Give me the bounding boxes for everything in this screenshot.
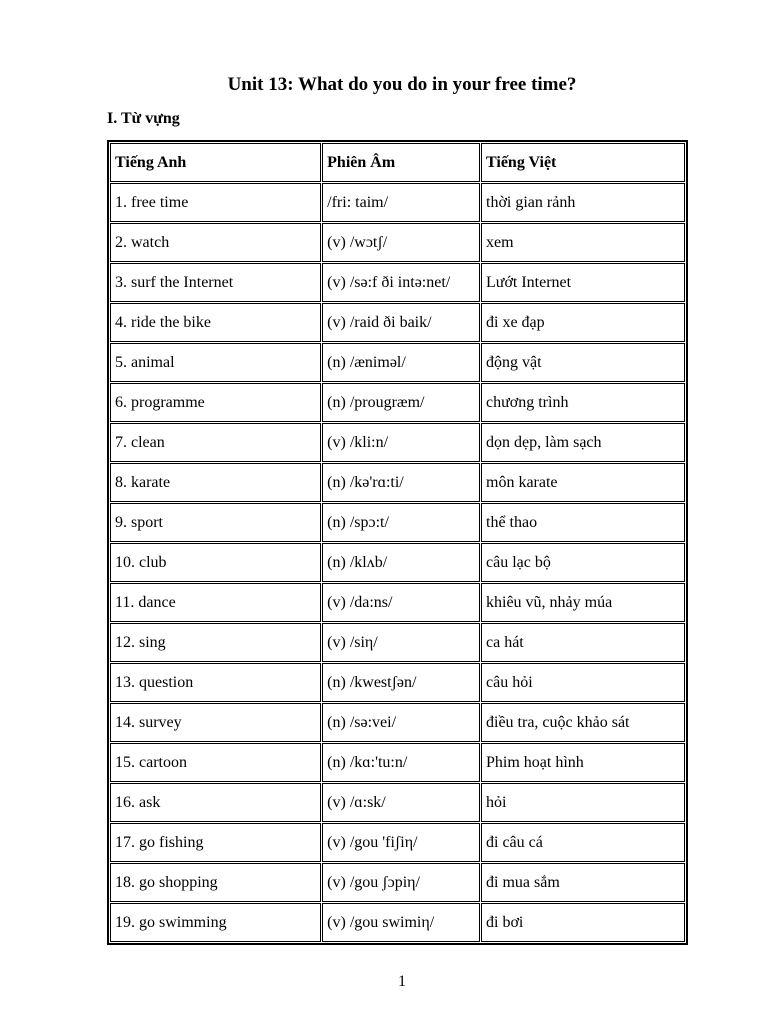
vocabulary-table xyxy=(107,140,688,945)
cell-vietnamese: thời gian rảnh xyxy=(481,183,685,222)
table-row xyxy=(110,823,685,862)
table-row xyxy=(110,743,685,782)
cell-phonetic: (v) /ɑ:sk/ xyxy=(322,783,480,822)
cell-vietnamese: chương trình xyxy=(481,383,685,422)
cell-phonetic: (v) /gou ʃɔpiη/ xyxy=(322,863,480,902)
cell-vietnamese: động vật xyxy=(481,343,685,382)
cell-vietnamese: môn karate xyxy=(481,463,685,502)
table-row xyxy=(110,623,685,662)
cell-english: 18. go shopping xyxy=(110,863,321,902)
cell-english: 15. cartoon xyxy=(110,743,321,782)
cell-vietnamese: câu hỏi xyxy=(481,663,685,702)
cell-english: 16. ask xyxy=(110,783,321,822)
cell-vietnamese: thể thao xyxy=(481,503,685,542)
cell-english: 1. free time xyxy=(110,183,321,222)
cell-english: 12. sing xyxy=(110,623,321,662)
header-english: Tiếng Anh xyxy=(110,143,321,182)
cell-vietnamese: ca hát xyxy=(481,623,685,662)
cell-phonetic: (n) /kwestʃən/ xyxy=(322,663,480,702)
table-row xyxy=(110,463,685,502)
table-row xyxy=(110,503,685,542)
cell-phonetic: (n) /kə'rɑ:ti/ xyxy=(322,463,480,502)
table-row xyxy=(110,383,685,422)
header-phonetic: Phiên Âm xyxy=(322,143,480,182)
cell-english: 8. karate xyxy=(110,463,321,502)
table-row xyxy=(110,663,685,702)
cell-phonetic: (n) /spɔ:t/ xyxy=(322,503,480,542)
cell-vietnamese: dọn dẹp, làm sạch xyxy=(481,423,685,462)
cell-phonetic: (v) /raid ði baik/ xyxy=(322,303,480,342)
cell-phonetic: (v) /da:ns/ xyxy=(322,583,480,622)
cell-english: 4. ride the bike xyxy=(110,303,321,342)
table-row xyxy=(110,423,685,462)
table-row xyxy=(110,223,685,262)
cell-english: 2. watch xyxy=(110,223,321,262)
section-heading-vocabulary: I. Từ vựng xyxy=(107,110,180,127)
cell-english: 13. question xyxy=(110,663,321,702)
table-row xyxy=(110,863,685,902)
cell-phonetic: (v) /kli:n/ xyxy=(322,423,480,462)
cell-phonetic: (n) /ænimәl/ xyxy=(322,343,480,382)
cell-phonetic: (v) /siη/ xyxy=(322,623,480,662)
cell-vietnamese: Phim hoạt hình xyxy=(481,743,685,782)
cell-vietnamese: câu lạc bộ xyxy=(481,543,685,582)
cell-phonetic: (v) /wɔtʃ/ xyxy=(322,223,480,262)
cell-english: 5. animal xyxy=(110,343,321,382)
table-row xyxy=(110,903,685,942)
cell-english: 17. go fishing xyxy=(110,823,321,862)
cell-english: 14. survey xyxy=(110,703,321,742)
cell-vietnamese: đi câu cá xyxy=(481,823,685,862)
cell-english: 19. go swimming xyxy=(110,903,321,942)
cell-english: 10. club xyxy=(110,543,321,582)
cell-phonetic: (v) /gou swimiη/ xyxy=(322,903,480,942)
cell-vietnamese: điều tra, cuộc khảo sát xyxy=(481,703,685,742)
page-title: Unit 13: What do you do in your free time? xyxy=(227,74,577,95)
cell-vietnamese: hỏi xyxy=(481,783,685,822)
cell-vietnamese: đi bơi xyxy=(481,903,685,942)
cell-vietnamese: đi mua sắm xyxy=(481,863,685,902)
table-row xyxy=(110,263,685,302)
cell-phonetic: (n) /kɑ:'tu:n/ xyxy=(322,743,480,782)
table-row xyxy=(110,703,685,742)
cell-english: 3. surf the Internet xyxy=(110,263,321,302)
cell-vietnamese: Lướt Internet xyxy=(481,263,685,302)
cell-phonetic: /fri: taim/ xyxy=(322,183,480,222)
cell-phonetic: (v) /gou 'fiʃiη/ xyxy=(322,823,480,862)
cell-phonetic: (v) /sə:f ði intə:net/ xyxy=(322,263,480,302)
cell-phonetic: (n) /sə:vei/ xyxy=(322,703,480,742)
cell-english: 6. programme xyxy=(110,383,321,422)
cell-phonetic: (n) /prougræm/ xyxy=(322,383,480,422)
table-row xyxy=(110,303,685,342)
cell-english: 11. dance xyxy=(110,583,321,622)
table-row xyxy=(110,183,685,222)
page-number: 1 xyxy=(398,973,406,990)
table-row xyxy=(110,343,685,382)
table-header-row xyxy=(110,143,685,182)
cell-vietnamese: đi xe đạp xyxy=(481,303,685,342)
table-row xyxy=(110,583,685,622)
cell-vietnamese: xem xyxy=(481,223,685,262)
table-row xyxy=(110,543,685,582)
cell-phonetic: (n) /klʌb/ xyxy=(322,543,480,582)
header-vietnamese: Tiếng Việt xyxy=(481,143,685,182)
cell-vietnamese: khiêu vũ, nhảy múa xyxy=(481,583,685,622)
table-row xyxy=(110,783,685,822)
cell-english: 7. clean xyxy=(110,423,321,462)
cell-english: 9. sport xyxy=(110,503,321,542)
